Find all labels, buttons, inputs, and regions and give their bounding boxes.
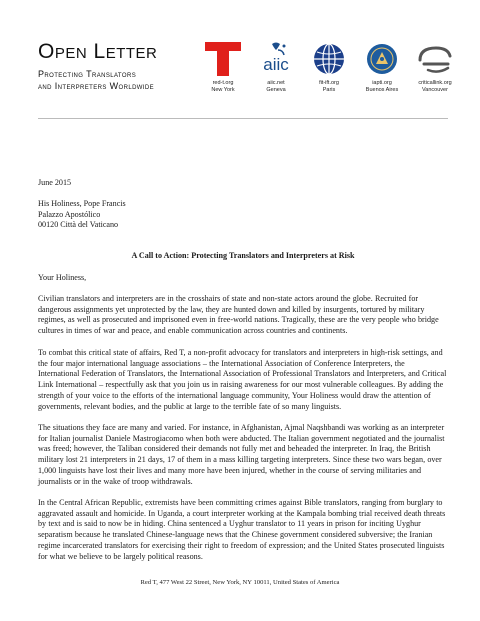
recipient-line-1: His Holiness, Pope Francis — [38, 199, 126, 208]
critical-link-icon — [414, 40, 456, 78]
paragraph-2: To combat this critical state of affairs, Red T, a non-profit advocacy for translators and interpreters in high-risk settings, and the four major international language associations – the International Association of Conference Interpreters, the International Federation of Translators, the International Association of Professional Translators and Interpreters, and Critical Link International – respectfully ask that you join us in raising awareness for our most vulnerable colleagues. By adding the strength of your voice to the efforts of the international language community, Your Holiness would draw the attention of governments, relevant bodies, and the public at large to the terrible fate of so many linguists. — [38, 348, 447, 411]
logo-fit — [301, 40, 357, 94]
iapti-seal-icon — [363, 40, 401, 78]
logo-aiic-city: Geneva — [266, 87, 286, 93]
recipient-address — [38, 199, 448, 231]
fit-globe-icon — [310, 40, 348, 78]
letterhead-title: Open Letter — [38, 40, 158, 63]
logo-critical-link-url: criticallink.org — [418, 80, 452, 86]
logo-critical-link-city: Vancouver — [422, 87, 448, 93]
logo-fit-url: fit-ift.org — [319, 80, 339, 86]
salutation: Your Holiness, — [38, 273, 87, 282]
logo-iapti-city: Buenos Aires — [365, 87, 399, 93]
footer-address: Red T, 477 West 22 Street, New York, NY 10011, United States of America — [140, 579, 340, 586]
paragraph-3: The situations they face are many and varied. For instance, in Afghanistan, Ajmal Naqshbandi was working as an interpreter for Italian journalist Daniele Mastrogiacomo when both were abducted. The Italian government negotiated and the journalist was freed; however, the Taliban considered their demands not fully met and beheaded the interpreter. In Iraq, the British military lost 21 interpreters in 21 days, 17 of them in a mass killing targeting interpreters. Since these two wars began, over 1,000 linguists have lost their lives and many more have been injured, whether in the course of serving militaries and journalists or in the wake of troop withdrawals. — [38, 423, 445, 486]
paragraph-4: In the Central African Republic, extremists have been committing crimes against Bible translators, ranging from burglary to aggravated assault and homicide. In Uganda, a court interpreter working at the Kampala bombing trial received death threats by text and is said to now be in hiding. China sentenced a Uyghur translator to 11 years in prison for inciting Uyghur separatism because he translated Chinese-language news that the Chinese government considered subversive; the Iranian regime incarcerated translators for exercising their right to freedom of expression; and the United States prosecuted linguists for what we believe to be largely political reasons. — [38, 498, 446, 561]
letter-date: June 2015 — [38, 178, 72, 187]
logo-red-t — [195, 40, 251, 94]
logo-aiic-url: aiic.net — [267, 80, 285, 86]
aiic-logo-text: aiic — [263, 55, 289, 74]
logo-critical-link — [407, 40, 463, 94]
header-divider — [38, 118, 448, 119]
logo-red-t-city: New York — [211, 87, 235, 93]
paragraph-1: Civilian translators and interpreters are in the crosshairs of state and non-state actors around the globe. Recruited for dangerous assignments yet unprotected by the law, they are hunted down and killed by insurgents, tortured by military regimes, as well as prosecuted and imprisoned even in free-world nations. Tragically, these are the very people who bridge cultures in times of war and peace, and enable communication across countries and continents. — [38, 294, 439, 336]
logo-red-t-url: red-t.org — [212, 80, 234, 86]
logo-iapti-url: iapti.org — [372, 80, 392, 86]
red-t-logo-icon — [203, 40, 243, 78]
letterhead — [38, 40, 452, 112]
subtitle-line-1: Protecting Translators — [38, 69, 137, 79]
letter-heading: A Call to Action: Protecting Translators and Interpreters at Risk — [131, 251, 355, 260]
recipient-line-2: Palazzo Apostólico — [38, 209, 101, 219]
recipient-line-3: 00120 Città del Vaticano — [38, 220, 119, 230]
letterhead-subtitle — [38, 68, 154, 92]
subtitle-line-2: and Interpreters Worldwide — [38, 81, 155, 91]
logo-iapti — [354, 40, 410, 94]
logo-fit-city: Paris — [322, 87, 336, 93]
logo-aiic — [248, 40, 304, 94]
